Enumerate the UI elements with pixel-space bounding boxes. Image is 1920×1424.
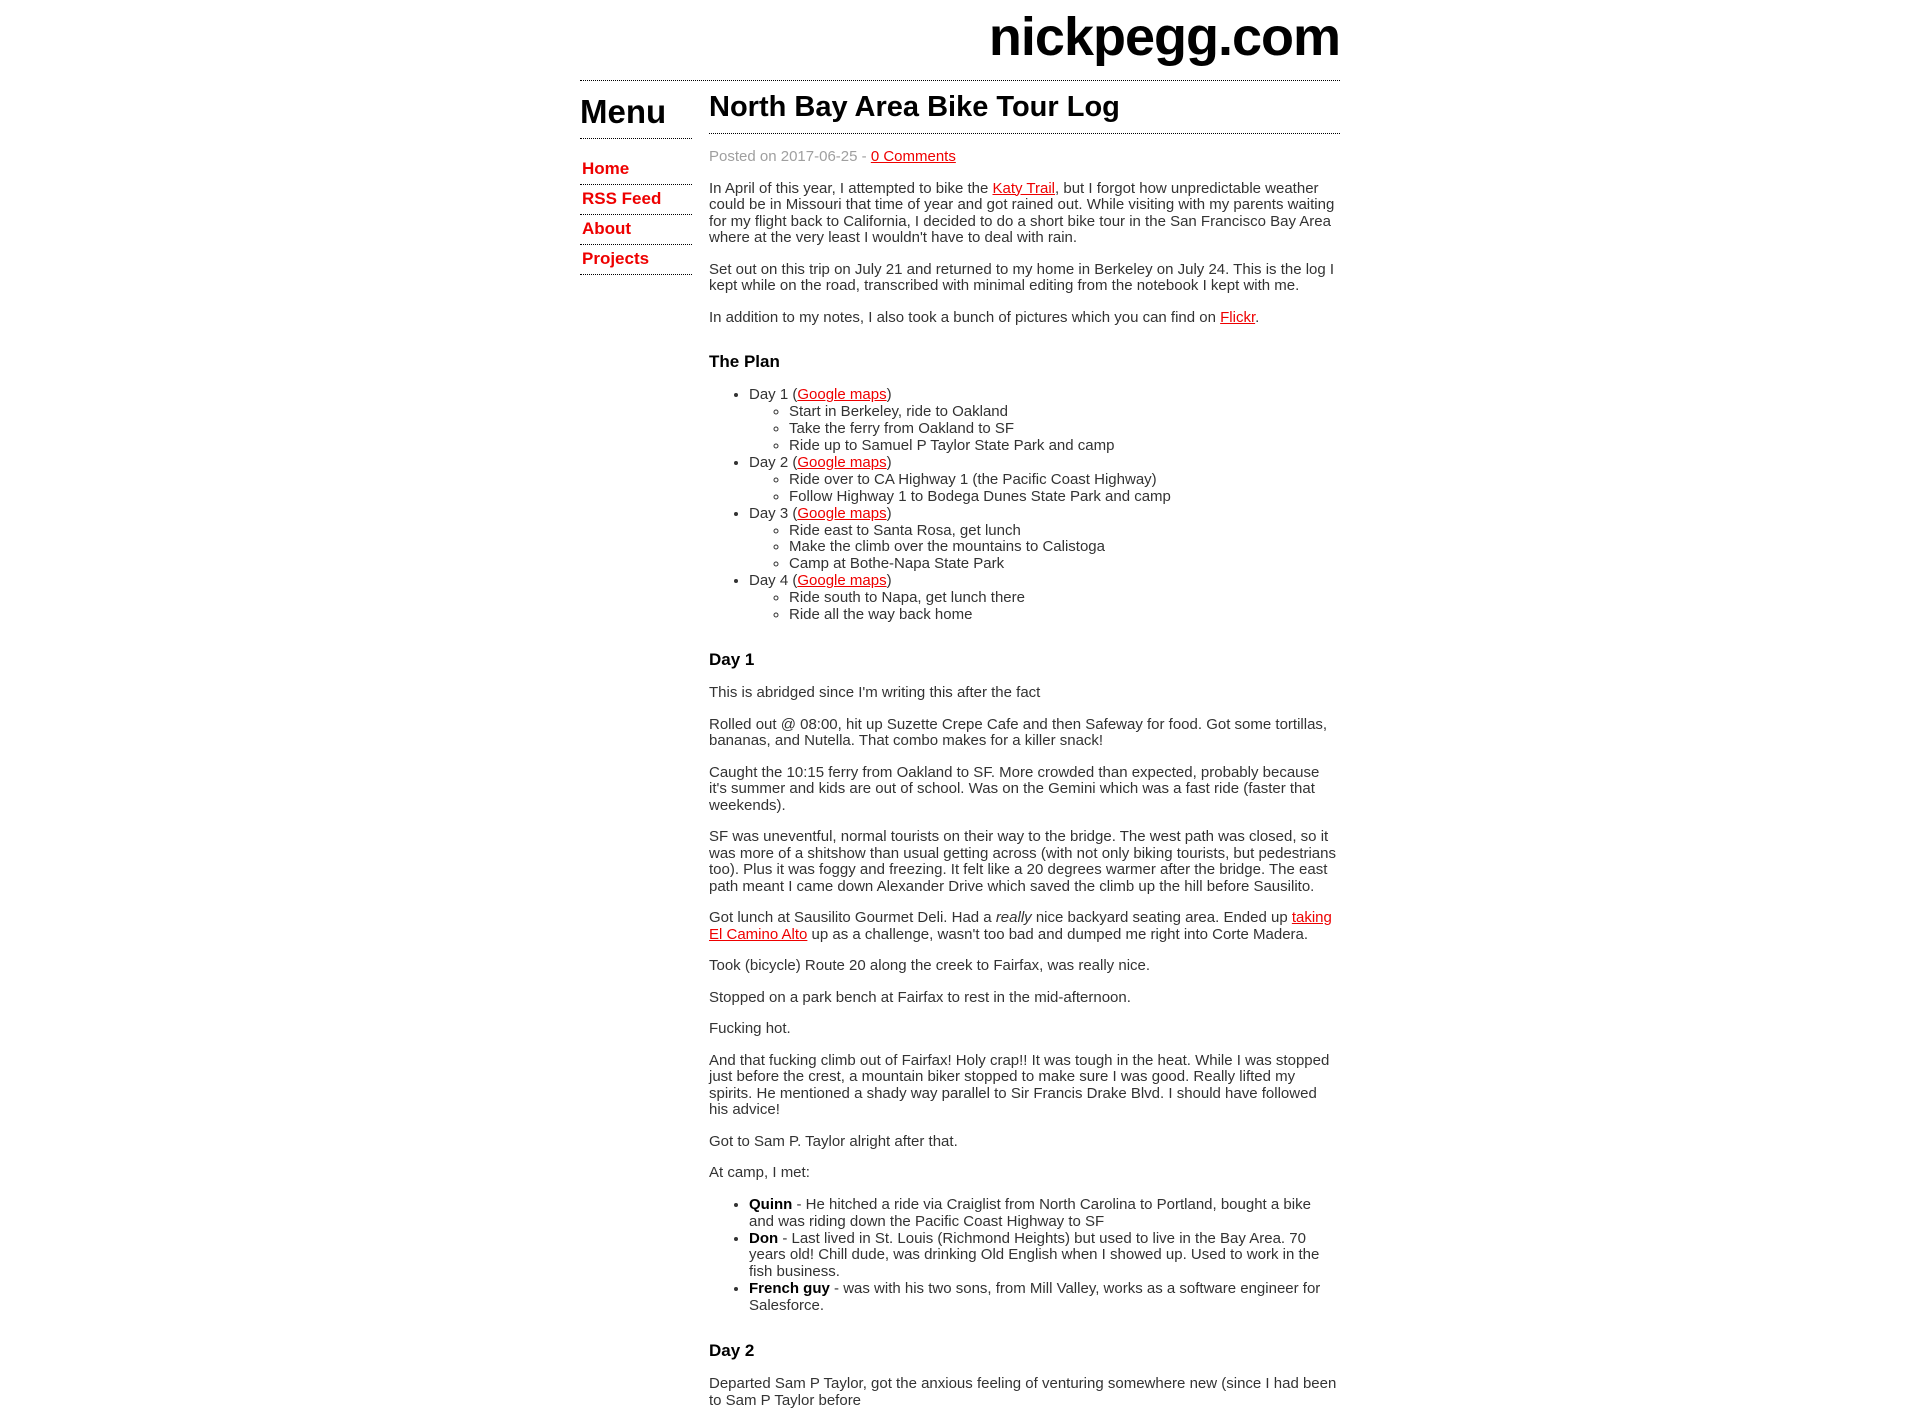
- day1-paragraph-10: Got to Sam P. Taylor alright after that.: [709, 1132, 958, 1150]
- text-segment: nice backyard seating area. Ended up: [1031, 909, 1292, 927]
- text-segment: Got lunch at Sausilito Gourmet Deli. Had a: [709, 909, 996, 927]
- post-meta: [709, 149, 1340, 166]
- person-name: Quinn: [749, 1195, 793, 1213]
- text-segment: (: [788, 572, 798, 590]
- text-segment: ): [886, 504, 892, 522]
- menu-item-rss-feed: [580, 185, 692, 215]
- plan-list: [709, 387, 1340, 624]
- menu-item-home: [580, 155, 692, 185]
- intro-paragraph-1: [709, 181, 1340, 247]
- page: [580, 6, 1340, 1424]
- plan-step: ◦ Camp at Bothe-Napa State Park: [789, 556, 1340, 573]
- plan-step: ◦ Start in Berkeley, ride to Oakland: [789, 404, 1340, 421]
- plan-day-4-sublist: [749, 590, 1340, 624]
- intro-paragraph-2: Set out on this trip on July 21 and returned to my home in Berkeley on July 24. This is the log I kept while on the road, transcribed with minimal editing from the notebook I kept with me.: [709, 260, 1335, 294]
- two-column-layout: [580, 81, 1340, 1424]
- person-desc: - He hitched a ride via Craiglist from North Carolina to Portland, bought a bike and was riding down the Pacific Coast Highway to SF: [749, 1195, 1311, 1230]
- posted-on-label: Posted on: [709, 148, 777, 165]
- text-segment: .: [1255, 308, 1260, 326]
- plan-day-3: [749, 506, 1340, 574]
- menu-link-about[interactable]: About: [582, 219, 632, 238]
- person-french-guy: [749, 1281, 1340, 1315]
- plan-day-4: [749, 573, 1340, 624]
- text-segment: In April of this year, I attempted to bike the: [709, 179, 993, 197]
- day2-heading: Day 2: [709, 1341, 755, 1361]
- person-desc: - was with his two sons, from Mill Valley, works as a software engineer for Salesforce.: [749, 1280, 1321, 1315]
- day-label: Day 4: [749, 572, 789, 590]
- text-segment: (: [788, 386, 798, 403]
- menu-title: Menu: [580, 93, 692, 139]
- emphasis-text: really: [995, 909, 1032, 927]
- text-segment: ): [886, 453, 892, 471]
- day-label: Day 2: [749, 453, 789, 471]
- google-maps-link-day1[interactable]: Google maps: [797, 386, 887, 403]
- plan-step: ◦ Ride all the way back home: [789, 607, 1340, 624]
- day1-paragraph-8: Fucking hot.: [709, 1020, 791, 1038]
- plan-day-2-sublist: [749, 472, 1340, 506]
- plan-day-2: [749, 455, 1340, 506]
- plan-step: ◦ Take the ferry from Oakland to SF: [789, 421, 1340, 438]
- text-segment: (: [788, 504, 798, 522]
- camp-people-list: [709, 1197, 1340, 1316]
- menu-link-projects[interactable]: Projects: [582, 249, 650, 268]
- plan-step: ◦ Ride over to CA Highway 1 (the Pacific Coast Highway): [789, 472, 1340, 489]
- el-camino-alto-link[interactable]: taking El Camino Alto: [709, 909, 1332, 943]
- day1-paragraph-3: Caught the 10:15 ferry from Oakland to SF. More crowded than expected, probably because it's summer and kids are out of school. Was on the Gemini which was a fast ride (faster that weekends).: [709, 763, 1320, 814]
- plan-step: ◦ Ride east to Santa Rosa, get lunch: [789, 523, 1340, 540]
- post-title: North Bay Area Bike Tour Log: [709, 91, 1340, 134]
- person-name: French guy: [749, 1280, 830, 1298]
- menu-item-about: [580, 215, 692, 245]
- text-segment: ): [886, 386, 892, 403]
- google-maps-link-day3[interactable]: Google maps: [797, 504, 887, 522]
- plan-day-3-sublist: [749, 523, 1340, 574]
- post-article: [709, 81, 1340, 1424]
- menu-link-rss-feed[interactable]: RSS Feed: [582, 189, 662, 208]
- menu-item-projects: [580, 245, 692, 275]
- day-label: Day 3: [749, 504, 789, 522]
- day2-paragraph-1: Departed Sam P Taylor, got the anxious feeling of venturing somewhere new (since I had been to Sam P Taylor before: [709, 1375, 1337, 1409]
- day1-heading: Day 1: [709, 650, 755, 670]
- person-quinn: [749, 1197, 1340, 1231]
- plan-heading: The Plan: [709, 352, 780, 371]
- intro-paragraph-3: [709, 310, 1340, 327]
- sidebar-menu: [580, 81, 692, 275]
- post-date: 2017-06-25: [780, 148, 858, 165]
- text-segment: In addition to my notes, I also took a bunch of pictures which you can find on: [709, 308, 1221, 326]
- day1-paragraph-6: Took (bicycle) Route 20 along the creek to Fairfax, was really nice.: [709, 957, 1151, 975]
- comments-link[interactable]: 0 Comments: [870, 148, 956, 165]
- text-segment: , but I forgot how unpredictable weather could be in Missouri that time of year and got rained out. While visiting with my parents waiting for my flight back to California, I decided to do a short bike tour in the San Francisco Bay Area where at the very least I wouldn't have to deal with rain.: [709, 179, 1335, 246]
- person-name: Don: [749, 1229, 779, 1247]
- day-label: Day 1: [749, 386, 789, 403]
- day1-paragraph-9: And that fucking climb out of Fairfax! Holy crap!! It was tough in the heat. While I was stopped just before the crest, a mountain biker stopped to make sure I was good. Really lifted my spirits. He mentioned a shady way parallel to Sir Francis Drake Blvd. I should have followed his advice!: [709, 1051, 1330, 1119]
- person-desc: - Last lived in St. Louis (Richmond Heights) but used to live in the Bay Area. 70 years old! Chill dude, was drinking Old English when I showed up. Used to work in the fish business.: [749, 1229, 1320, 1281]
- text-segment: up as a challenge, wasn't too bad and dumped me right into Corte Madera.: [807, 925, 1309, 943]
- text-segment: ): [886, 572, 892, 590]
- day1-paragraph-5: [709, 910, 1340, 943]
- menu-link-home[interactable]: Home: [582, 159, 630, 178]
- flickr-link[interactable]: Flickr: [1220, 308, 1256, 326]
- day1-paragraph-1: This is abridged since I'm writing this after the fact: [709, 684, 1041, 702]
- text-segment: (: [788, 453, 798, 471]
- plan-step: ◦ Follow Highway 1 to Bodega Dunes State Park and camp: [789, 489, 1340, 506]
- plan-day-1: [749, 387, 1340, 455]
- plan-day-1-sublist: [749, 404, 1340, 455]
- menu-list: [580, 155, 692, 275]
- google-maps-link-day2[interactable]: Google maps: [797, 453, 887, 471]
- plan-step: ◦ Ride south to Napa, get lunch there: [789, 590, 1340, 607]
- plan-step: ◦ Ride up to Samuel P Taylor State Park and camp: [789, 438, 1340, 455]
- day1-paragraph-2: Rolled out @ 08:00, hit up Suzette Crepe Cafe and then Safeway for food. Got some tortillas, bananas, and Nutella. That combo makes for a killer snack!: [709, 715, 1328, 750]
- day1-paragraph-11: At camp, I met:: [709, 1164, 810, 1182]
- day1-paragraph-7: Stopped on a park bench at Fairfax to rest in the mid-afternoon.: [709, 988, 1131, 1006]
- meta-separator: -: [861, 148, 867, 165]
- plan-step: ◦ Make the climb over the mountains to Calistoga: [789, 539, 1340, 556]
- day1-paragraph-4: SF was uneventful, normal tourists on their way to the bridge. The west path was closed, so it was more of a shitshow than usual getting across (with not only biking tourists, but pedestrians too). Plus it was foggy and freezing. It felt like a 20 degrees warmer after the bridge. The east path meant I came down Alexander Drive which saved the climb up the hill before Sausilito.: [709, 828, 1336, 895]
- katy-trail-link[interactable]: Katy Trail: [992, 179, 1056, 197]
- site-title: nickpegg.com: [580, 6, 1340, 81]
- person-don: [749, 1231, 1340, 1282]
- google-maps-link-day4[interactable]: Google maps: [797, 572, 887, 590]
